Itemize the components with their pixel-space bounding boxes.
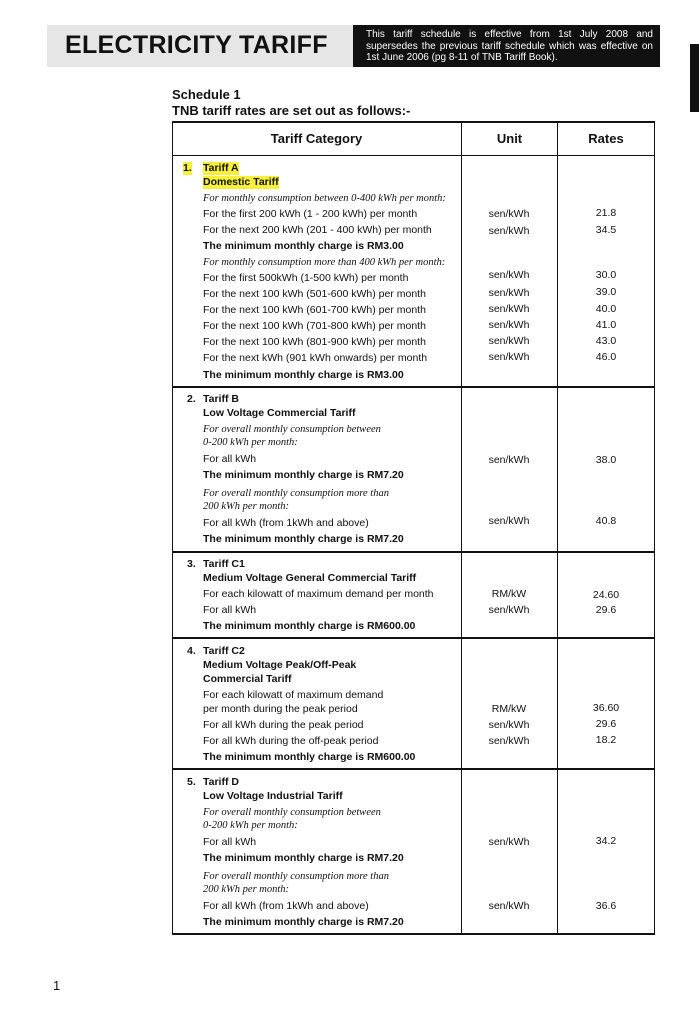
tariff-b-name: Tariff B [203,393,239,405]
table-top-border [172,121,655,123]
tariff-a-row: For the next 100 kWh (701-800 kWh) per month [203,320,426,332]
column-header-unit: Unit [496,131,523,146]
unit-cell: RM/kW [491,703,527,715]
tariff-a-name: Tariff A [203,162,239,174]
schedule-subtitle: TNB tariff rates are set out as follows:- [172,103,411,118]
rate-cell: 18.2 [595,734,617,746]
unit-cell: sen/kWh [488,335,530,347]
page-number: 1 [53,978,61,993]
tariff-b-min-charge: The minimum monthly charge is RM7.20 [203,533,404,545]
tariff-d-number: 5. [187,776,196,788]
tariff-c2-row: For each kilowatt of maximum demand [203,689,384,701]
tariff-d-row: For all kWh [203,836,257,848]
schedule-title: Schedule 1 [172,87,241,102]
tariff-a-row: For the first 500kWh (1-500 kWh) per month [203,272,409,284]
tariff-c1-number: 3. [187,558,196,570]
unit-cell: sen/kWh [488,836,530,848]
row-divider [172,386,655,388]
tariff-d-description: Low Voltage Industrial Tariff [203,790,343,802]
edge-tab-marker [690,44,699,112]
rate-cell: 46.0 [595,351,617,363]
tariff-d-row: For all kWh (from 1kWh and above) [203,900,369,912]
rate-cell: 30.0 [595,269,617,281]
tariff-c1-row: For all kWh [203,604,257,616]
tariff-b-description: Low Voltage Commercial Tariff [203,407,356,419]
rate-cell: 36.6 [595,900,617,912]
tariff-a-row: For the next 100 kWh (801-900 kWh) per month [203,336,426,348]
tariff-b-note: 0-200 kWh per month: [203,437,298,448]
tariff-b-row: For all kWh (from 1kWh and above) [203,517,369,529]
unit-cell: sen/kWh [488,900,530,912]
tariff-a-row: For the next 200 kWh (201 - 400 kWh) per month [203,224,432,236]
tariff-a-row: For the next kWh (901 kWh onwards) per month [203,352,428,364]
page-title: ELECTRICITY TARIFF [65,31,328,59]
tariff-a-number: 1. [183,162,192,174]
tariff-d-note: 0-200 kWh per month: [203,820,298,831]
rate-cell: 24.60 [592,589,620,601]
tariff-c2-row: For all kWh during the off-peak period [203,735,379,747]
header-note: This tariff schedule is effective from 1st July 2008 and supersedes the previous tariff schedule which was effective on 1st June 2006 (pg 8-11 of TNB Tariff Book). [366,29,653,64]
unit-cell: sen/kWh [488,225,530,237]
unit-cell: sen/kWh [488,319,530,331]
column-header-rates: Rates [588,131,624,146]
rate-cell: 39.0 [595,286,617,298]
tariff-b-min-charge: The minimum monthly charge is RM7.20 [203,469,404,481]
tariff-c2-number: 4. [187,645,196,657]
tariff-a-min-charge: The minimum monthly charge is RM3.00 [203,369,404,381]
unit-cell: sen/kWh [488,735,530,747]
table-header-divider [172,155,655,156]
table-right-border [654,121,655,935]
column-header-category: Tariff Category [270,131,363,146]
tariff-a-row: For the first 200 kWh (1 - 200 kWh) per month [203,208,418,220]
tariff-d-name: Tariff D [203,776,239,788]
tariff-c1-min-charge: The minimum monthly charge is RM600.00 [203,620,416,632]
unit-cell: sen/kWh [488,351,530,363]
rate-cell: 43.0 [595,335,617,347]
rate-cell: 34.5 [595,224,617,236]
unit-cell: sen/kWh [488,604,530,616]
tariff-d-min-charge: The minimum monthly charge is RM7.20 [203,916,404,928]
row-divider [172,768,655,770]
unit-cell: sen/kWh [488,208,530,220]
tariff-c1-description: Medium Voltage General Commercial Tariff [203,572,417,584]
rate-cell: 21.8 [595,207,617,219]
tariff-b-number: 2. [187,393,196,405]
tariff-a-note: For monthly consumption between 0-400 kWh per month: [203,193,446,204]
tariff-c2-row: For all kWh during the peak period [203,719,364,731]
tariff-d-note: 200 kWh per month: [203,884,290,895]
rate-cell: 29.6 [595,604,617,616]
tariff-b-note: For overall monthly consumption more than [203,488,389,499]
tariff-c2-row: per month during the peak period [203,703,358,715]
tariff-b-note: 200 kWh per month: [203,501,290,512]
tariff-d-note: For overall monthly consumption between [203,807,381,818]
unit-cell: sen/kWh [488,303,530,315]
row-divider [172,551,655,553]
tariff-c2-name: Tariff C2 [203,645,245,657]
tariff-a-row: For the next 100 kWh (501-600 kWh) per month [203,288,426,300]
tariff-c2-min-charge: The minimum monthly charge is RM600.00 [203,751,416,763]
tariff-d-note: For overall monthly consumption more than [203,871,389,882]
rate-cell: 29.6 [595,718,617,730]
row-divider [172,637,655,639]
unit-cell: sen/kWh [488,287,530,299]
rate-cell: 40.0 [595,303,617,315]
unit-cell: sen/kWh [488,269,530,281]
rate-cell: 40.8 [595,515,617,527]
rate-cell: 36.60 [592,702,620,714]
unit-cell: RM/kW [491,588,527,600]
unit-cell: sen/kWh [488,719,530,731]
column-divider [461,121,462,935]
tariff-b-note: For overall monthly consumption between [203,424,381,435]
table-bottom-border [172,933,655,935]
tariff-a-note: For monthly consumption more than 400 kWh per month: [203,257,446,268]
unit-cell: sen/kWh [488,515,530,527]
column-divider [557,121,558,935]
tariff-c1-row: For each kilowatt of maximum demand per month [203,588,434,600]
rate-cell: 41.0 [595,319,617,331]
table-left-border [172,121,173,935]
tariff-d-min-charge: The minimum monthly charge is RM7.20 [203,852,404,864]
tariff-a-row: For the next 100 kWh (601-700 kWh) per month [203,304,426,316]
tariff-c2-description: Commercial Tariff [203,673,292,685]
rate-cell: 34.2 [595,835,617,847]
tariff-c2-description: Medium Voltage Peak/Off-Peak [203,659,357,671]
unit-cell: sen/kWh [488,454,530,466]
tariff-c1-name: Tariff C1 [203,558,245,570]
rate-cell: 38.0 [595,454,617,466]
tariff-b-row: For all kWh [203,453,257,465]
tariff-a-description: Domestic Tariff [203,176,279,188]
tariff-a-min-charge: The minimum monthly charge is RM3.00 [203,240,404,252]
